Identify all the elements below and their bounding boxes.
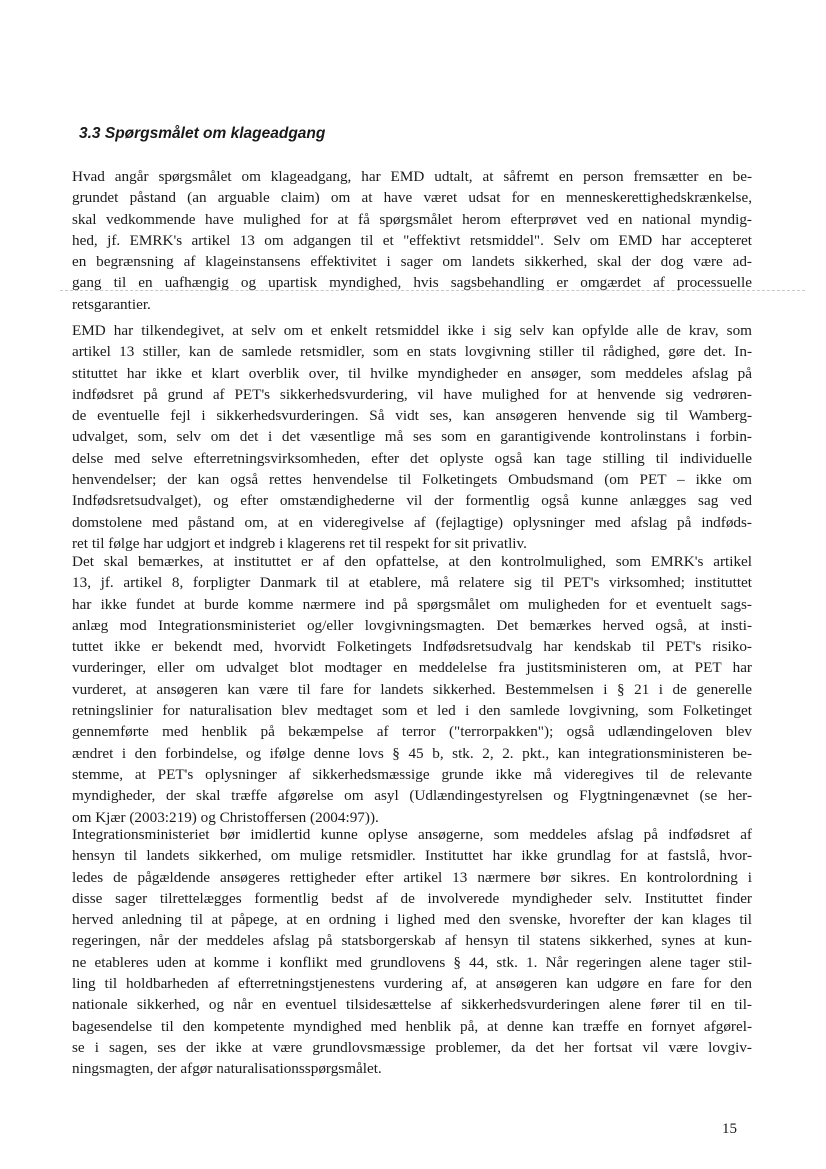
text-line: Det skal bemærkes, at instituttet er af den opfattelse, at den kontrolmulighed, som EMRK's artikel: [72, 553, 752, 570]
text-line: retningslinier for naturalisation blev medtaget som et led i den samlede lovgivning, som Folketinget: [72, 702, 752, 720]
text-line: en begrænsning af klageinstansens effektivitet i sager om landets sikkerhed, skal der dog være ad-: [72, 253, 752, 271]
text-line: hensyn til landets sikkerhed, om mulige retsmidler. Instituttet har ikke grundlag for at fastslå, hvor-: [72, 847, 752, 865]
text-line: ret til følge har udgjort et indgreb i klagerens ret til respekt for sit privatliv.: [72, 534, 527, 552]
text-line: stemme, at PET's oplysninger af sikkerhedsmæssige grunde ikke må videregives til de relevante: [72, 765, 752, 783]
text-line: ling til holdbarheden af efterretningstjenestens vurdering af, at ansøgeren kan udgøre en fare for den: [72, 975, 752, 993]
text-line: ledes de pågældende ansøgeres rettigheder efter artikel 13 nærmere bør sikres. En kontrolordning i: [72, 868, 752, 886]
text-line: de eventuelle fejl i sikkerhedsvurderingen. Så vidt ses, kan ansøgeren henvende sig til Wamberg-: [72, 407, 752, 425]
paragraph: [72, 166, 752, 315]
text-line: henvendelser; der kan også rettes henvendelse til Folketingets Ombudsmand (om PET – ikke om: [72, 471, 752, 489]
section-heading: 3.3 Spørgsmålet om klageadgang: [79, 125, 326, 142]
paragraph: [72, 824, 752, 1080]
text-line: ændret i den forbindelse, og ifølge denne lovs § 45 b, stk. 2, 2. pkt., kan integrationsministeren be-: [72, 744, 752, 762]
text-line: om Kjær (2003:219) og Christoffersen (2004:97)).: [72, 808, 379, 826]
text-line: udvalget, som, selv om det i det væsentlige må ses som en garantigivende kontrolinstans i forbin-: [72, 428, 752, 446]
text-line: se i sagen, ses der ikke at være grundlovsmæssige problemer, da det her fortsat vil være lovgiv-: [72, 1038, 752, 1056]
text-line: artikel 13 stiller, kan de samlede retsmidler, som en stats lovgivning stiller til rådighed, gøre det. In-: [72, 343, 752, 361]
text-line: vurderet, at ansøgeren kan være til fare for landets sikkerhed. Bestemmelsen i § 21 i de generelle: [72, 680, 752, 698]
text-line: hed, jf. EMRK's artikel 13 om adgangen til et "effektivt retsmiddel". Selv om EMD har accepteret: [72, 231, 752, 249]
text-line: Integrationsministeriet bør imidlertid kunne oplyse ansøgerne, som meddeles afslag på indfødsret af: [72, 826, 752, 843]
text-line: Indfødsretsudvalget), og efter omstændighederne vil der formentlig også kunne anlægges sag ved: [72, 492, 752, 510]
text-line: har ikke fundet at burde komme nærmere ind på spørgsmålet om muligheden for et eventuelt sags-: [72, 595, 752, 613]
text-line: disse sager tilrettelægges formentlig bedst af de involverede myndigheder selv. Instituttet finder: [72, 889, 752, 907]
text-line: skal vedkommende have mulighed for at få spørgsmålet herom efterprøvet ved en national myndig-: [72, 210, 752, 228]
text-line: vurderinger, eller om udvalget blot modtager en meddelelse fra justitsministeren om, at PET har: [72, 659, 752, 677]
page-number: 15: [722, 1121, 737, 1137]
text-line: grundet påstand (an arguable claim) om at have været udsat for en menneskerettighedskrænkelse,: [72, 189, 752, 207]
text-line: gennemførte med henblik på bekæmpelse af terror ("terrorpakken"); også udlændingeloven blev: [72, 723, 752, 741]
text-line: bagesendelse til den kompetente myndighed med henblik på, at denne kan træffe en fornyet afgørel-: [72, 1017, 752, 1035]
paragraph: [72, 320, 752, 554]
paragraph: [72, 551, 752, 828]
text-line: retsgarantier.: [72, 295, 151, 313]
text-line: 13, jf. artikel 8, forpligter Danmark til at etablere, må relatere sig til PET's virksomhed; instituttet: [72, 574, 752, 592]
text-line: ne etableres uden at komme i konflikt med grundlovens § 44, stk. 1. Når regeringen alene tager stil-: [72, 953, 752, 971]
text-line: delse med selve efterretningsvirksomheden, efter det oplyste også kan tage stilling til individuelle: [72, 449, 752, 467]
text-line: nationale sikkerhed, og når en eventuel tilsidesættelse af sikkerhedsvurderingen alene fører til en til-: [72, 996, 752, 1014]
text-line: ningsmagten, der afgør naturalisationsspørgsmålet.: [72, 1060, 382, 1078]
text-line: gang til en uafhængig og upartisk myndighed, hvis sagsbehandling er omgærdet af processuelle: [72, 274, 752, 292]
text-line: domstolene med påstand om, at en videregivelse af (fejlagtige) oplysninger med afslag på indføds-: [72, 513, 752, 531]
text-line: indfødsret på grund af PET's sikkerhedsvurdering, vil have mulighed for at henvende sig vedrøren-: [72, 385, 752, 403]
text-line: tuttet ikke er bekendt med, hvorvidt Folketingets Indfødsretsudvalg har kendskab til PET's risiko-: [72, 638, 752, 656]
text-line: stituttet har ikke et klart overblik over, til hvilke myndigheder en ansøger, som meddeles afslag på: [72, 364, 752, 382]
text-line: herved anledning til at påpege, at en ordning i lighed med den svenske, hvorefter der kan klages til: [72, 911, 752, 929]
text-line: anlæg mod Integrationsministeriet og/eller lovgivningsmagten. Det bemærkes herved også, at insti-: [72, 616, 752, 634]
text-line: regeringen, når der meddeles afslag på statsborgerskab af hensyn til statens sikkerhed, synes at kun-: [72, 932, 752, 950]
text-line: EMD har tilkendegivet, at selv om et enkelt retsmiddel ikke i sig selv kan opfylde alle de krav, som: [72, 322, 752, 339]
text-line: myndigheder, der skal træffe afgørelse om asyl (Udlændingestyrelsen og Flygtningenævnet (se her-: [72, 787, 752, 805]
text-line: Hvad angår spørgsmålet om klageadgang, har EMD udtalt, at såfremt en person fremsætter en be-: [72, 168, 752, 185]
